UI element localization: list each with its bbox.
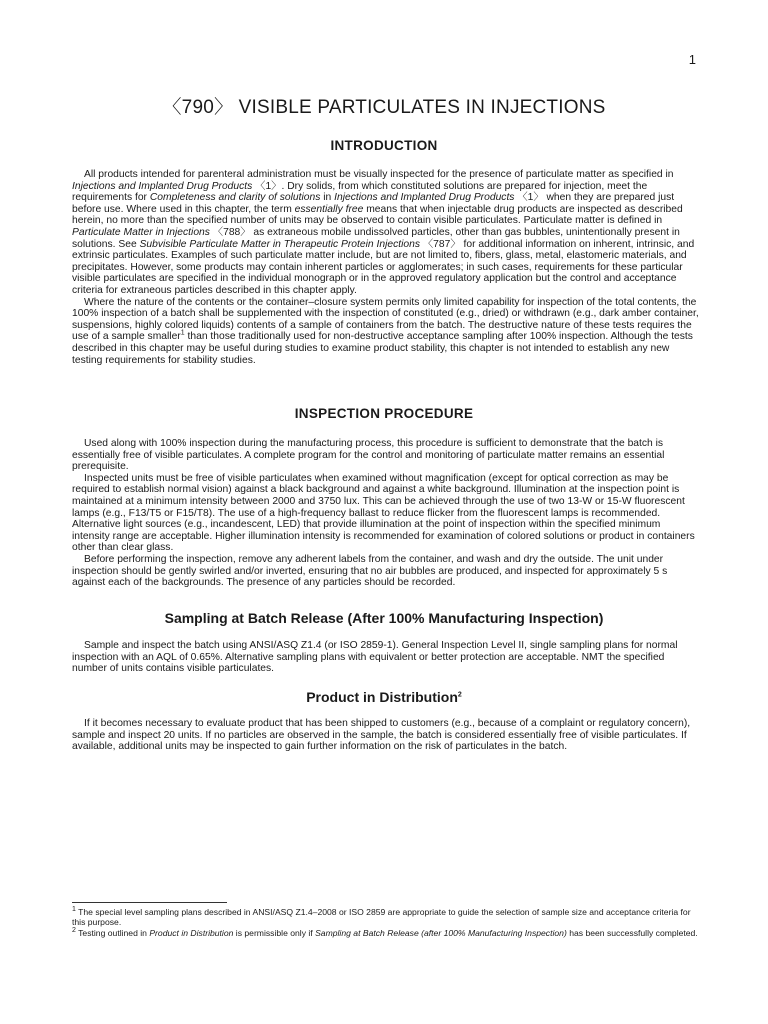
section-heading-inspection-procedure: INSPECTION PROCEDURE — [294, 406, 474, 421]
subsection-heading-sampling: Sampling at Batch Release (After 100% Manufacturing Inspection) — [164, 610, 604, 626]
footnote-1: $^1$ The special level sampling plans described in ANSI/ASQ Z1.4–2008 or ISO 2859 are appropriate to guide the selection of sample size and acceptance criteria for this purpose. — [72, 906, 691, 927]
inspection-paragraph-1: Used along with 100% inspection during the manufacturing process, this procedure is sufficient to demonstrate that the batch is essentially free of visible particulates. A complete program for the control and monitoring of particulate matter remains an essential prerequisite. — [72, 438, 665, 473]
introduction-paragraph-1: All products intended for parenteral administration must be visually inspected for the presence of particulate matter as specified in Injections and Implanted Drug Products 〈1〉. Dry solids, from which constituted solutions are prepared for injection, meet the requirements for Completeness and clarity of solutions in Injections and Implanted Drug Products 〈1〉 when they are prepared just before use. Where used in this chapter, the term essentially free means that when injectable drug products are inspected as described herein, no more than the specified number of units may be observed to contain visible particulates. Particulate matter is defined in Particulate Matter in Injections 〈788〉 as extraneous mobile undissolved particles, other than gas bubbles, unintentionally present in solutions. See Subvisible Particulate Matter in Therapeutic Protein Injections 〈787〉 for additional information on inherent, intrinsic, and extrinsic particulates. Examples of such particulate matter include, but are not limited to, fibers, glass, metal, elastomeric materials, and precipitates. However, some products may contain inherent particles or agglomerates; in such cases, requirements for these particular visible particulates are specified in the individual monograph or in the approved regulatory application but the control and acceptance criteria for extraneous particles described in this chapter apply. — [72, 169, 695, 296]
footnote-ref-1: 1 — [180, 329, 185, 337]
inspection-paragraph-2: Inspected units must be free of visible particulates when examined without magnification (except for optical correction as may be required to establish normal vision) against a black background and against a white background. Illumination at the inspection point is maintained at a minimum intensity between 2000 and 3750 lux. This can be achieved through the use of two 13-W or 15-W fluorescent lamps (e.g., F13/T5 or F15/T8). The use of a high-frequency ballast to reduce flicker from the fluorescent lamps is recommended. Alternative light sources (e.g., incandescent, LED) that provide illumination at the point of inspection within the specified minimum intensity range are acceptable. Higher illumination intensity is recommended for examination of colored solutions or product in containers other than clear glass. — [72, 472, 695, 554]
introduction-body — [72, 169, 700, 366]
distribution-body — [72, 718, 700, 753]
sampling-paragraph-1: Sample and inspect the batch using ANSI/ASQ Z1.4 (or ISO 2859-1). General Inspection Level II, single sampling plans for normal inspection with an AQL of 0.65%. Alternative sampling plans with equivalent or better protection are acceptable. NMT the specified number of units contains visible particulates. — [72, 640, 678, 675]
page-number: 1 — [688, 52, 696, 67]
chapter-title: 〈790〉 VISIBLE PARTICULATES IN INJECTIONS — [162, 97, 606, 118]
distribution-paragraph-1: If it becomes necessary to evaluate product that has been shipped to customers (e.g., because of a complaint or regulatory concern), sample and inspect 20 units. If no particles are observed in the sample, the batch is considered essentially free of visible particulates. If available, additional units may be inspected to gain further information on the risk of particulates in the batch. — [72, 718, 691, 753]
footnote-divider — [72, 902, 227, 903]
subsection-heading-distribution: Product in Distribution$^2$ — [306, 689, 462, 705]
section-heading-introduction: INTRODUCTION — [330, 138, 438, 153]
inspection-body — [72, 438, 700, 589]
sampling-body — [72, 640, 700, 675]
inspection-paragraph-3: Before performing the inspection, remove any adherent labels from the container, and wash and dry the outside. The unit under inspection should be gently swirled and/or inverted, ensuring that no air bubbles are produced, and inspected for approximately 5 s against each of the backgrounds. The presence of any particles should be recorded. — [72, 553, 668, 589]
footnote-2: $^2$ Testing outlined in Product in Distribution is permissible only if Sampling at Batch Release (after 100% Manufacturing Inspection) has been successfully completed. — [72, 927, 698, 938]
introduction-paragraph-2: Where the nature of the contents or the container–closure system permits only limited capability for inspection of the total contents, the 100% inspection of a batch shall be supplemented with the inspection of constituted (e.g., dried) or withdrawn (e.g., dark amber container, suspensions, highly colored liquids) contents of a sample of containers from the batch. The destructive nature of these tests requires the use of a sample smaller$^1$ than those traditionally used for non-destructive acceptance sampling after 100% inspection. Although the tests described in this chapter may be useful during studies to examine product stability, this chapter is not intended to establish any new testing requirements for stability studies. — [72, 296, 699, 366]
footnote-ref-2: 2 — [457, 691, 462, 699]
